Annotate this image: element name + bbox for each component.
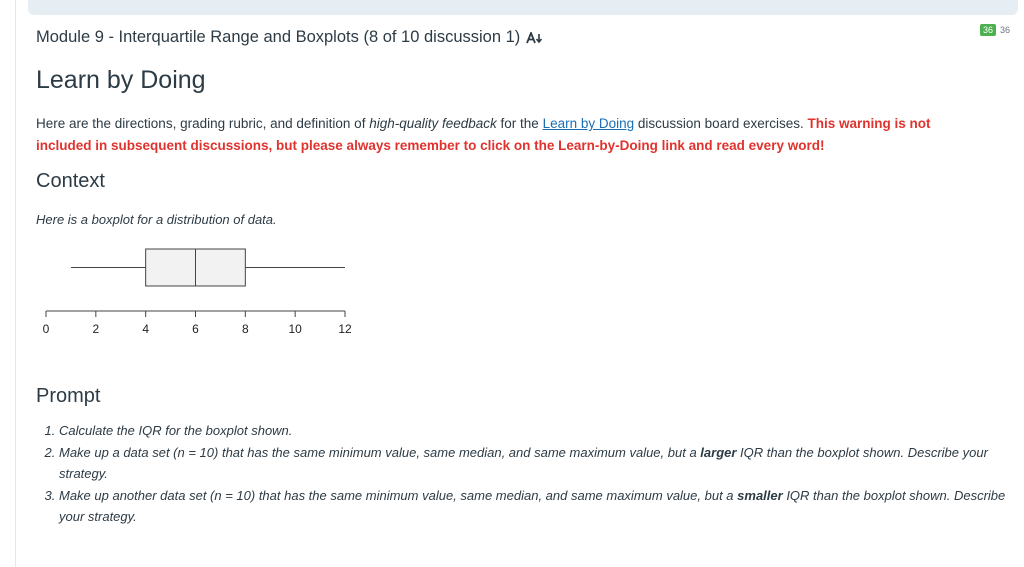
left-border: [15, 0, 16, 567]
x-tick-label: 8: [241, 322, 249, 336]
context-text: Here is a boxplot for a distribution of data.: [36, 212, 277, 227]
prompt-list: [36, 420, 1019, 528]
unread-badge: 36: [980, 24, 996, 36]
x-tick-label: 10: [288, 322, 302, 336]
learn-by-doing-link[interactable]: Learn by Doing: [542, 116, 635, 131]
module-title-row: [36, 28, 544, 47]
x-tick-label: 6: [192, 322, 199, 336]
top-bar: [28, 0, 1018, 15]
prompt-item-text: Make up a data set (n = 10) that has the same minimum value, same median, and same maximum value, but a: [59, 444, 701, 460]
prompt-item: [59, 485, 1019, 528]
intro-emphasis: high-quality feedback: [369, 116, 497, 131]
prompt-item-text: IQR than the boxplot shown. Describe your strategy.: [59, 487, 1006, 524]
module-title: Module 9 - Interquartile Range and Boxplots (8 of 10 discussion 1): [36, 28, 521, 46]
prompt-item-emphasis: smaller: [737, 487, 783, 503]
warning-text: This warning is not included in subsequent discussions, but please always remember to click on the Learn-by-Doing link and read every word!: [36, 116, 931, 153]
page-heading: Learn by Doing: [36, 66, 206, 94]
prompt-item-text: IQR than the boxplot shown. Describe your strategy.: [59, 444, 988, 481]
prompt-item-emphasis: larger: [700, 444, 737, 460]
x-tick-label: 2: [92, 322, 100, 336]
x-tick-label: 0: [42, 322, 50, 336]
intro-text-2: for the: [496, 116, 543, 131]
total-count: 36: [999, 25, 1010, 35]
prompt-item-text: Calculate the IQR for the boxplot shown.: [59, 423, 293, 438]
translate-icon[interactable]: [526, 32, 544, 44]
x-tick-label: 4: [142, 322, 150, 336]
context-heading: Context: [36, 170, 105, 192]
intro-text-1: Here are the directions, grading rubric, and definition of: [36, 116, 370, 131]
intro-text-3: discussion board exercises.: [634, 116, 808, 131]
boxplot-chart: [28, 240, 368, 350]
prompt-item-text: Make up another data set (n = 10) that has the same minimum value, same median, and same maximum value, but a: [59, 487, 738, 503]
prompt-item: [59, 420, 1019, 442]
x-tick-label: 12: [338, 322, 352, 336]
intro-paragraph: [36, 113, 986, 157]
prompt-heading: Prompt: [36, 385, 101, 407]
reply-counter: [980, 24, 1010, 36]
prompt-item: [59, 442, 1019, 485]
